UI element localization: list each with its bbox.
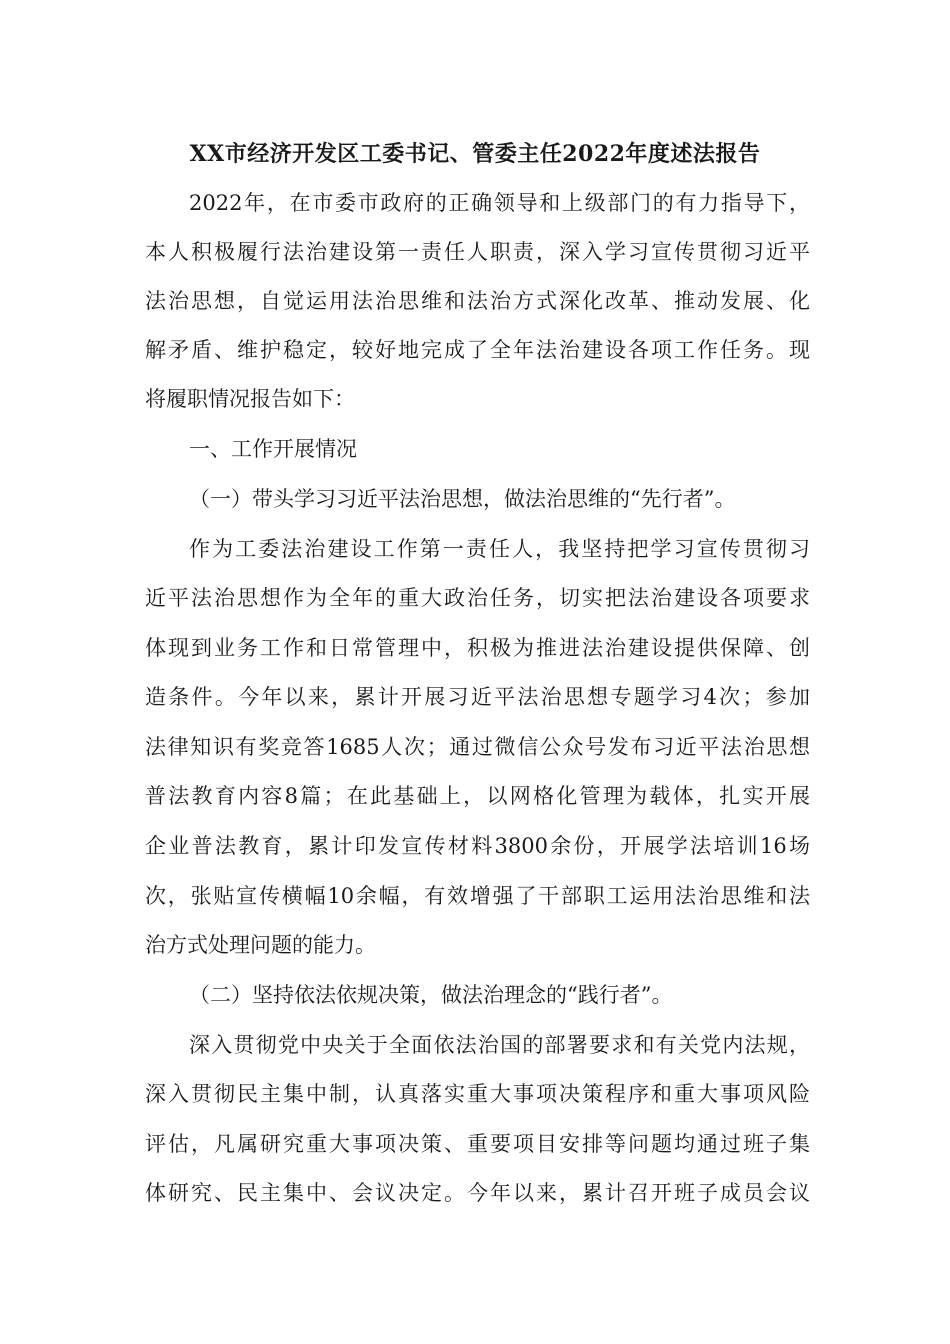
- paragraph-line: 解矛盾、维护稳定，较好地完成了全年法治建设各项工作任务。现: [145, 338, 810, 362]
- paragraph-line: 企业普法教育，累计印发宣传材料3800余份，开展学法培训16场: [145, 834, 810, 858]
- paragraph-line: 法律知识有奖竞答1685人次；通过微信公众号发布习近平法治思想: [145, 735, 810, 759]
- paragraph-line: 深入贯彻民主集中制，认真落实重大事项决策程序和重大事项风险: [145, 1082, 810, 1106]
- document-title: XX市经济开发区工委书记、管委主任2022年度述法报告: [189, 141, 761, 167]
- paragraph-line: 近平法治思想作为全年的重大政治任务，切实把法治建设各项要求: [145, 586, 810, 610]
- subsection-heading: （二）坚持依法依规决策，做法治理念的“践行者”。: [189, 983, 673, 1007]
- paragraph-line: 造条件。今年以来，累计开展习近平法治思想专题学习4次；参加: [145, 685, 810, 709]
- paragraph-line: 体现到业务工作和日常管理中，积极为推进法治建设提供保障、创: [145, 636, 810, 660]
- paragraph-line: 体研究、民主集中、会议决定。今年以来，累计召开班子成员会议: [145, 1181, 810, 1205]
- subsection-heading: （一）带头学习习近平法治思想，做法治思维的“先行者”。: [189, 487, 736, 511]
- section-heading: 一、工作开展情况: [189, 437, 357, 461]
- paragraph-line: 次，张贴宣传横幅10余幅，有效增强了干部职工运用法治思维和法: [145, 884, 810, 908]
- paragraph-line: 2022年，在市委市政府的正确领导和上级部门的有力指导下，: [189, 191, 810, 215]
- paragraph-line: 法治思想，自觉运用法治思维和法治方式深化改革、推动发展、化: [145, 289, 810, 313]
- paragraph-line: 评估，凡属研究重大事项决策、重要项目安排等问题均通过班子集: [145, 1132, 810, 1156]
- paragraph-line: 作为工委法治建设工作第一责任人，我坚持把学习宣传贯彻习: [189, 537, 810, 561]
- paragraph-line: 本人积极履行法治建设第一责任人职责，深入学习宣传贯彻习近平: [145, 240, 810, 264]
- paragraph-line: 治方式处理问题的能力。: [145, 933, 376, 957]
- paragraph-line: 普法教育内容8篇；在此基础上，以网格化管理为载体，扎实开展: [145, 784, 810, 808]
- paragraph-line: 将履职情况报告如下：: [145, 387, 355, 411]
- paragraph-line: 深入贯彻党中央关于全面依法治国的部署要求和有关党内法规，: [189, 1033, 810, 1057]
